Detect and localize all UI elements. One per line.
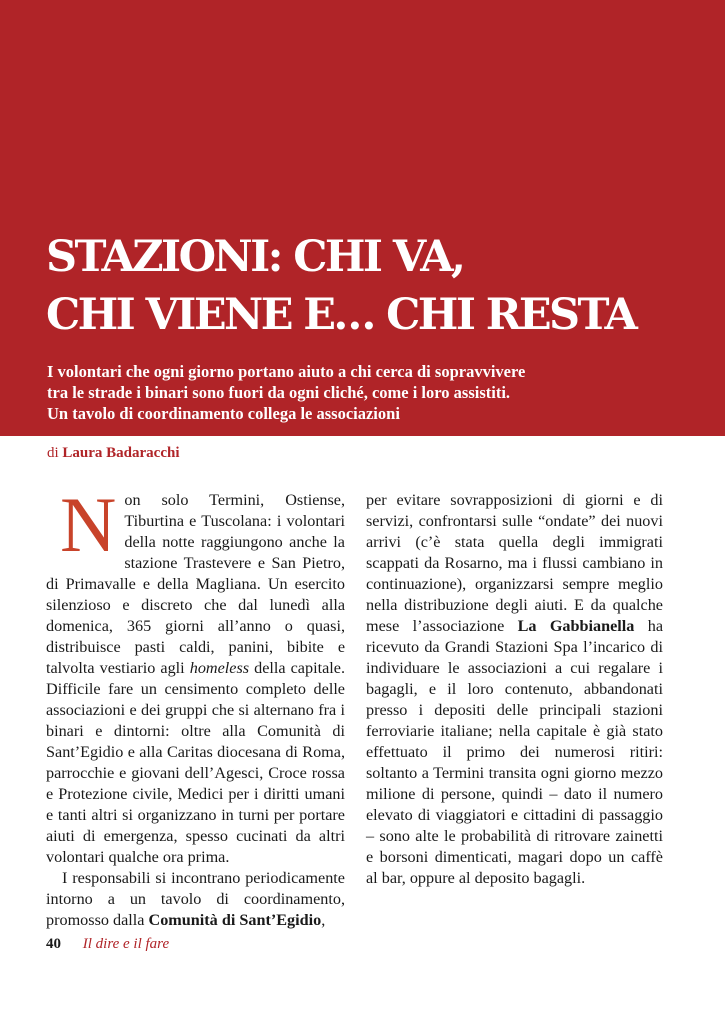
article-paragraph [366, 490, 663, 889]
paragraph-text: on solo Termini, Ostiense, Tiburtina e Tuscolana: i volontari della notte raggiungono anche la stazione Trastevere e San Pietro, di Primavalle e della Magliana. Un esercito silenzioso e discreto che dal lunedì alla domenica, 365 giorni all’anno o quasi, distribuisce pasti caldi, panini, bibite e talvolta vestiario agli [46, 491, 345, 677]
page-number: 40 [46, 936, 61, 952]
article-title [46, 228, 706, 344]
subtitle-line-1: I volontari che ogni giorno portano aiuto a chi cerca di sopravvivere [47, 362, 526, 381]
paragraph-text: per evitare sovrapposizioni di giorni e di servizi, confrontarsi sulle “ondate” dei nuovi arrivi (c’è stata quella degli immigrati scappati da Rosarno, ma i flussi cambiano in continuazione), organizzarsi sempre meglio nella distribuzione degli aiuti. E da qualche mese l’associazione [366, 491, 663, 635]
page-footer [46, 936, 169, 953]
drop-cap: N [60, 481, 117, 568]
byline-author: Laura Badaracchi [62, 445, 180, 461]
magazine-name: Il dire e il fare [82, 936, 170, 952]
bold-term: La Gabbianella [517, 617, 635, 635]
article-paragraph [46, 481, 345, 868]
byline [47, 445, 180, 462]
paragraph-text: della capitale. Difficile fare un censimento completo delle associazioni e dei gruppi che si alternano fra i binari e dintorni: oltre alla Comunità di Sant’Egidio e alla Caritas diocesana di Roma, parrocchie e giovani dell’Agesci, Croce rossa e Protezione civile, Medici per i diritti umani e tanti altri si organizzano in turni per portare aiuti di emergenza, spesso cucinati da altri volontari qualche ora prima. [46, 659, 345, 866]
paragraph-text: ha ricevuto da Grandi Stazioni Spa l’incarico di individuare le associazioni a cui regalare i bagagli, e il loro contenuto, abbandonati presso i depositi delle principali stazioni ferroviarie italiane; nella capitale è già stato effettuato il primo dei numerosi ritiri: soltanto a Termini transita ogni giorno mezzo milione di persone, quindi – dato il numero elevato di viaggiatori e cittadini di passaggio – sono alte le probabilità di ritrovare zainetti e borsoni dimenticati, magari dopo un caffè al bar, oppure al deposito bagagli. [366, 617, 663, 887]
bold-term: Comunità di Sant’Egidio [148, 911, 322, 929]
subtitle-line-2: tra le strade i binari sono fuori da ogni cliché, come i loro assistiti. [47, 383, 511, 402]
subtitle-line-3: Un tavolo di coordinamento collega le associazioni [47, 404, 400, 423]
title-line-2: CHI VIENE E… CHI RESTA [46, 290, 636, 340]
italic-term: homeless [189, 659, 250, 677]
byline-prefix: di [47, 445, 59, 461]
paragraph-text: I responsabili si incontrano periodicamente intorno a un tavolo di coordinamento, promosso dalla [46, 869, 345, 929]
article-subtitle [47, 361, 707, 424]
paragraph-text: , [321, 911, 326, 929]
article-column-right [366, 490, 663, 889]
title-line-1: STAZIONI: CHI VA, [46, 232, 464, 282]
article-column-left [46, 481, 345, 931]
article-paragraph [46, 868, 345, 931]
